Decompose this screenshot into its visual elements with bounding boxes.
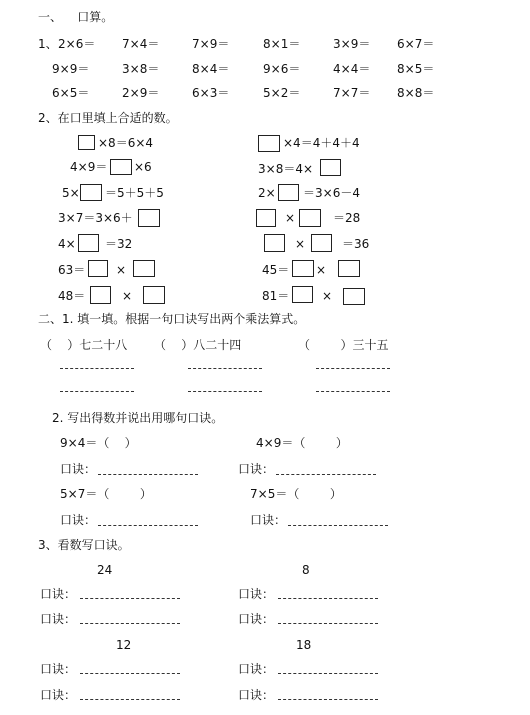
fill-left-1: ×8＝6×4 (98, 136, 154, 150)
answer-box[interactable] (320, 159, 341, 176)
koujue-label: 口诀： (238, 688, 275, 702)
answer-box[interactable] (311, 234, 332, 252)
fill-right-4c: ＝28 (333, 211, 361, 225)
answer-box[interactable] (343, 288, 365, 305)
section1-heading: 一、 口算。 (38, 10, 114, 24)
fill-right-6a: 45＝ (262, 263, 290, 277)
number-12: 12 (116, 638, 132, 652)
answer-box[interactable] (88, 260, 108, 277)
calc-1-4: 8×1＝ (263, 37, 301, 51)
answer-box[interactable] (80, 184, 102, 201)
fill-right-7b: × (322, 289, 333, 303)
answer-line[interactable] (98, 474, 198, 475)
answer-line[interactable] (80, 623, 180, 624)
koujue-label: 口诀： (60, 513, 97, 527)
calc-3-3: 6×3＝ (192, 86, 230, 100)
answer-line[interactable] (278, 598, 378, 599)
fill-right-4b: × (285, 211, 296, 225)
koujue-label: 口诀： (40, 587, 77, 601)
koujue-label: 口诀： (40, 662, 77, 676)
answer-line[interactable] (188, 368, 262, 369)
koujue-label: 口诀： (250, 513, 287, 527)
calc-3-1: 6×5＝ (52, 86, 90, 100)
answer-line[interactable] (276, 474, 376, 475)
answer-box[interactable] (264, 234, 285, 252)
calc-2-5: 4×4＝ (333, 62, 371, 76)
calc-2-2: 3×8＝ (122, 62, 160, 76)
answer-box[interactable] (110, 159, 132, 175)
question-4: 7×5＝（ ） (250, 487, 342, 501)
fill-left-5b: ＝32 (105, 237, 133, 251)
fill-right-3b: ＝3×6－4 (303, 186, 360, 200)
calc-1-3: 7×9＝ (192, 37, 230, 51)
question-3: 5×7＝（ ） (60, 487, 152, 501)
section5-heading: 3、看数写口诀。 (38, 538, 130, 552)
koujue-label: 口诀： (40, 688, 77, 702)
number-24: 24 (97, 563, 113, 577)
answer-box[interactable] (256, 209, 276, 227)
answer-box[interactable] (338, 260, 360, 277)
fill-left-2a: 4×9＝ (70, 160, 108, 174)
calc-2-4: 9×6＝ (263, 62, 301, 76)
calc-1-6: 6×7＝ (397, 37, 435, 51)
calc-1-5: 3×9＝ (333, 37, 371, 51)
koujue-label: 口诀： (60, 462, 97, 476)
answer-line[interactable] (278, 673, 378, 674)
fill-left-3b: ＝5＋5＋5 (105, 186, 164, 200)
calc-2-3: 8×4＝ (192, 62, 230, 76)
section4-heading: 2. 写出得数并说出用哪句口诀。 (52, 411, 224, 425)
answer-line[interactable] (316, 368, 390, 369)
answer-box[interactable] (292, 260, 314, 277)
fill-left-5a: 4× (58, 237, 76, 251)
answer-box[interactable] (138, 209, 160, 227)
fill-left-6b: × (116, 263, 127, 277)
number-18: 18 (296, 638, 312, 652)
answer-box[interactable] (78, 234, 99, 252)
section1-prefix: 1、 (38, 37, 58, 51)
section3-heading: 二、1. 填一填。根据一句口诀写出两个乘法算式。 (38, 312, 306, 326)
section2-heading: 2、在口里填上合适的数。 (38, 111, 178, 125)
answer-line[interactable] (80, 673, 180, 674)
answer-box[interactable] (90, 286, 111, 304)
question-1: 9×4＝（ ） (60, 436, 137, 450)
answer-box[interactable] (78, 135, 95, 150)
koujue-label: 口诀： (238, 462, 275, 476)
calc-3-4: 5×2＝ (263, 86, 301, 100)
answer-line[interactable] (60, 391, 134, 392)
fill-left-7b: × (122, 289, 133, 303)
answer-line[interactable] (288, 525, 388, 526)
fill-left-7a: 48＝ (58, 289, 86, 303)
answer-box[interactable] (133, 260, 155, 277)
answer-line[interactable] (60, 368, 134, 369)
answer-box[interactable] (292, 286, 313, 303)
koujue-label: 口诀： (238, 587, 275, 601)
calc-3-2: 2×9＝ (122, 86, 160, 100)
fill-left-4a: 3×7＝3×6＋ (58, 211, 133, 225)
koujue-item-2: （ ）八二十四 (154, 338, 242, 352)
fill-left-6a: 63＝ (58, 263, 86, 277)
koujue-item-1: （ ）七二十八 (40, 338, 128, 352)
fill-right-1: ×4＝4＋4＋4 (283, 136, 360, 150)
answer-line[interactable] (316, 391, 390, 392)
calc-3-6: 8×8＝ (397, 86, 435, 100)
fill-right-7a: 81＝ (262, 289, 290, 303)
fill-right-5b: × (295, 237, 306, 251)
answer-line[interactable] (80, 598, 180, 599)
answer-box[interactable] (258, 135, 280, 152)
fill-right-3a: 2× (258, 186, 276, 200)
calc-1-1: 2×6＝ (58, 37, 96, 51)
answer-line[interactable] (278, 623, 378, 624)
koujue-label: 口诀： (40, 612, 77, 626)
question-2: 4×9＝（ ） (256, 436, 348, 450)
koujue-label: 口诀： (238, 662, 275, 676)
calc-3-5: 7×7＝ (333, 86, 371, 100)
answer-box[interactable] (278, 184, 299, 201)
koujue-item-3: （ ）三十五 (298, 338, 389, 352)
answer-box[interactable] (143, 286, 165, 304)
calc-2-1: 9×9＝ (52, 62, 90, 76)
fill-right-5c: ＝36 (342, 237, 370, 251)
answer-line[interactable] (278, 699, 378, 700)
answer-line[interactable] (98, 525, 198, 526)
fill-left-2b: ×6 (134, 160, 152, 174)
fill-left-3a: 5× (62, 186, 80, 200)
calc-2-6: 8×5＝ (397, 62, 435, 76)
fill-right-6b: × (316, 263, 327, 277)
fill-right-2a: 3×8＝4× (258, 162, 314, 176)
calc-1-2: 7×4＝ (122, 37, 160, 51)
koujue-label: 口诀： (238, 612, 275, 626)
answer-line[interactable] (188, 391, 262, 392)
number-8: 8 (302, 563, 310, 577)
answer-box[interactable] (299, 209, 321, 227)
answer-line[interactable] (80, 699, 180, 700)
